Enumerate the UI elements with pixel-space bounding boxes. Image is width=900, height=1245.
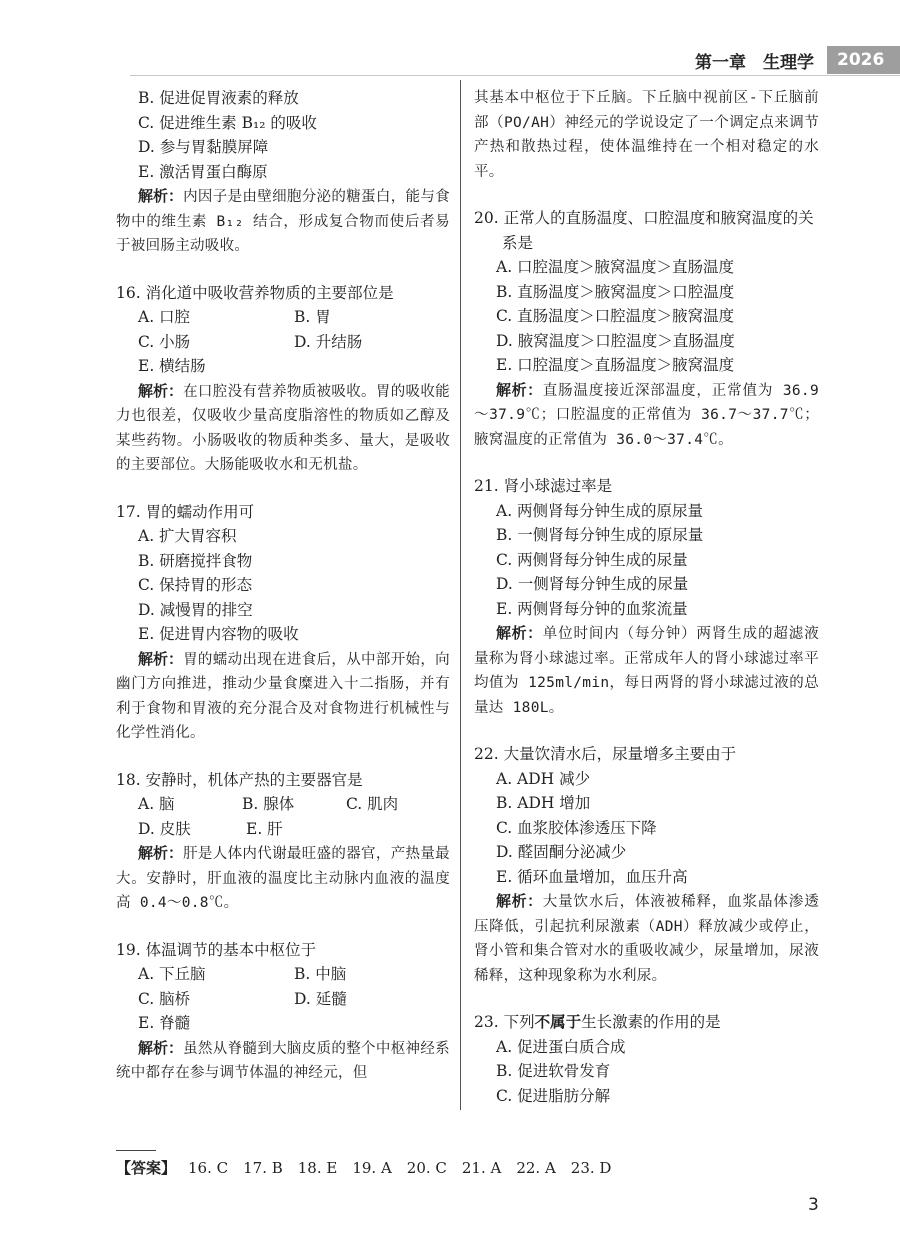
explanation-text: 直肠温度接近深部温度，正常值为 36.9～37.9℃；口腔温度的正常值为 36.7～37.7℃；腋窝温度的正常值为 36.0～37.4℃。: [474, 382, 819, 448]
explanation-label: 解析：: [138, 187, 184, 205]
explanation: [474, 378, 819, 453]
explanation-label: 解析：: [496, 624, 543, 642]
option: D. 腋窝温度＞口腔温度＞直肠温度: [496, 331, 735, 350]
question-title-pre: 23. 下列: [474, 1013, 535, 1031]
question-title: 19. 体温调节的基本中枢位于: [116, 940, 317, 959]
explanation-text: 虽然从脊髓到大脑皮质的整个中枢神经系统中都存在参与调节体温的神经元，但: [116, 1040, 450, 1081]
option: D. 一侧肾每分钟生成的尿量: [496, 575, 689, 593]
option: E. 促进胃内容物的吸收: [138, 625, 299, 643]
question-title: 18. 安静时，机体产热的主要器官是: [116, 770, 363, 789]
option: C. 直肠温度＞口腔温度＞腋窝温度: [496, 307, 735, 325]
question-title-emphasis: 不属于: [534, 1013, 582, 1031]
explanation: [474, 621, 819, 720]
question-15-continued: [116, 86, 450, 259]
explanation: [116, 1036, 450, 1086]
question-title-post: 生长激素的作用的是: [581, 1013, 721, 1031]
explanation-label: 解析：: [496, 380, 543, 399]
option: A. 两侧肾每分钟生成的原尿量: [496, 501, 704, 520]
option: B. 腺体: [242, 795, 295, 813]
question-title: 20. 正常人的直肠温度、口腔温度和腋窝温度的关系是: [474, 209, 814, 252]
option: E. 口腔温度＞直肠温度＞腋窝温度: [496, 356, 735, 374]
option: D. 升结肠: [294, 332, 363, 351]
explanation-label: 解析：: [496, 892, 543, 910]
explanation-label: 解析：: [138, 1038, 184, 1057]
option: B. ADH 增加: [496, 794, 591, 812]
question-title: 21. 肾小球滤过率是: [474, 477, 613, 495]
right-column: [474, 86, 819, 1108]
explanation-text: 内因子是由壁细胞分泌的糖蛋白，能与食物中的维生素 B₁₂ 结合，形成复合物而使后者易于被回肠主动吸收。: [116, 189, 450, 254]
question-22: [474, 742, 819, 988]
question-20: [474, 206, 819, 452]
option: C. 肌肉: [346, 795, 399, 813]
explanation-text: 其基本中枢位于下丘脑。下丘脑中视前区-下丘脑前部（PO/AH）神经元的学说设定了一个调定点来调节产热和散热过程，使体温维持在一个相对稳定的水平。: [474, 90, 819, 180]
option: B. 胃: [294, 308, 331, 326]
question-19-continued: [474, 86, 819, 184]
option: E. 横结肠: [138, 357, 206, 375]
option: E. 两侧肾每分钟的血浆流量: [496, 599, 688, 618]
question-title: 17. 胃的蠕动作用可: [116, 502, 255, 521]
option: C. 促进维生素 B₁₂ 的吸收: [138, 113, 317, 132]
option: A. 口腔温度＞腋窝温度＞直肠温度: [496, 258, 735, 276]
option: E. 脊髓: [138, 1014, 191, 1032]
explanation-text: 在口腔没有营养物质被吸收。胃的吸收能力也很差，仅吸收少量高度脂溶性的物质如乙醇及某些药物。小肠吸收的物质种类多、量大，是吸收的主要部位。大肠能吸收水和无机盐。: [116, 383, 450, 473]
explanation-text: 肝是人体内代谢最旺盛的器官，产热量最大。安静时，肝血液的温度比主动脉内血液的温度高 0.4～0.8℃。: [116, 846, 450, 911]
option: D. 醛固酮分泌减少: [496, 843, 627, 861]
option: B. 研磨搅拌食物: [138, 551, 253, 570]
option: B. 促进促胃液素的释放: [138, 89, 299, 107]
explanation: [116, 379, 450, 478]
explanation-label: 解析：: [138, 649, 184, 668]
option: C. 脑桥: [138, 989, 191, 1008]
question-19: [116, 938, 450, 1086]
explanation: [116, 841, 450, 916]
option: A. 脑: [138, 795, 175, 813]
option: E. 循环血量增加，血压升高: [496, 867, 688, 886]
page-number: 3: [808, 1195, 819, 1215]
question-21: [474, 474, 819, 720]
explanation-text: 单位时间内（每分钟）两肾生成的超滤液量称为肾小球滤过率。正常成年人的肾小球滤过率平均值为 125ml/min，每日两肾的肾小球滤过液的总量达 180L。: [474, 626, 819, 716]
answer-rule: [116, 1150, 156, 1151]
option: C. 小肠: [138, 332, 191, 351]
option: E. 激活胃蛋白酶原: [138, 162, 268, 181]
option: A. 扩大胃容积: [138, 527, 237, 545]
option: B. 一侧肾每分钟生成的原尿量: [496, 526, 704, 544]
explanation: [116, 184, 450, 259]
answer-key-label: 【答案】: [116, 1159, 177, 1177]
option: B. 中脑: [294, 965, 347, 983]
option: B. 直肠温度＞腋窝温度＞口腔温度: [496, 282, 735, 301]
year-badge: 2026: [827, 46, 900, 74]
question-18: [116, 768, 450, 916]
explanation-label: 解析：: [138, 381, 184, 400]
question-title: 22. 大量饮清水后，尿量增多主要由于: [474, 745, 737, 763]
option: A. 下丘脑: [138, 965, 206, 983]
answer-key-text: 16. C 17. B 18. E 19. A 20. C 21. A 22. A 23. D: [188, 1159, 612, 1177]
explanation: [116, 647, 450, 746]
option: A. ADH 减少: [496, 769, 591, 788]
option: E. 肝: [246, 819, 283, 838]
explanation-label: 解析：: [138, 844, 184, 862]
option: D. 延髓: [294, 989, 347, 1008]
question-23: [474, 1010, 819, 1108]
option: C. 保持胃的形态: [138, 576, 253, 594]
option: D. 皮肤: [138, 819, 191, 838]
left-column: [116, 86, 450, 1086]
explanation: [474, 889, 819, 988]
column-divider: [460, 80, 461, 1110]
explanation-text: 胃的蠕动出现在进食后，从中部开始，向幽门方向推进，推动少量食糜进入十二指肠，并有利于食物和胃液的充分混合及对食物进行机械性与化学性消化。: [116, 651, 450, 741]
question-17: [116, 500, 450, 746]
question-title: 16. 消化道中吸收营养物质的主要部位是: [116, 283, 394, 302]
question-16: [116, 281, 450, 478]
question-title: [474, 1010, 819, 1035]
option: D. 减慢胃的排空: [138, 600, 253, 619]
chapter-title: 第一章 生理学: [695, 53, 814, 73]
header-rule: [130, 75, 900, 76]
option: C. 两侧肾每分钟生成的尿量: [496, 550, 688, 569]
option: C. 血浆胶体渗透压下降: [496, 818, 657, 837]
option: A. 口腔: [138, 308, 191, 326]
option: D. 参与胃黏膜屏障: [138, 138, 269, 156]
option: C. 促进脂肪分解: [496, 1086, 611, 1105]
option: B. 促进软骨发育: [496, 1062, 611, 1080]
explanation-text: 大量饮水后，体液被稀释，血浆晶体渗透压降低，引起抗利尿激素（ADH）释放减少或停止，肾小管和集合管对水的重吸收减少，尿量增加，尿液稀释，这种现象称为水利尿。: [474, 894, 819, 984]
option: A. 促进蛋白质合成: [496, 1037, 626, 1056]
answer-key: [116, 1157, 611, 1178]
